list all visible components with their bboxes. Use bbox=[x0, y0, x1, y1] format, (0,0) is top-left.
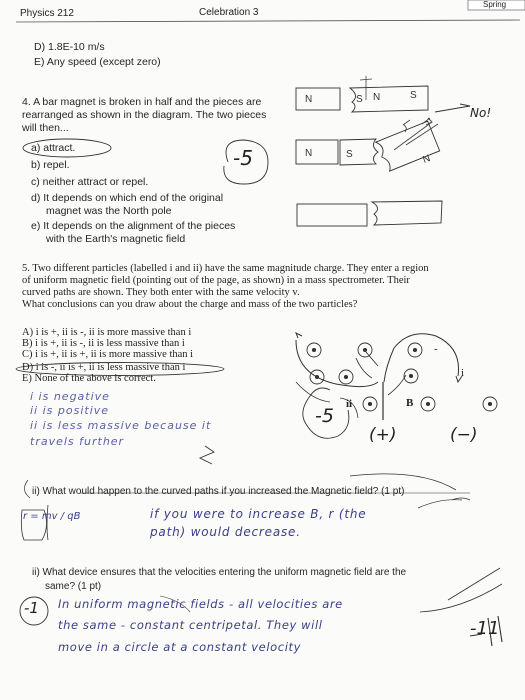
label-dash: - bbox=[434, 343, 438, 355]
magnet-bottom-left bbox=[297, 204, 367, 226]
q4-note: No! bbox=[470, 106, 492, 120]
q5-answer-line1: i is negative bbox=[30, 390, 110, 403]
q4-option-d-line2: magnet was the North pole bbox=[46, 205, 172, 217]
q4-option-b: b) repel. bbox=[31, 159, 70, 171]
label-i: i bbox=[461, 367, 465, 379]
part-iii-question-line1: ii) What device ensures that the velocities entering the uniform magnetic field are the bbox=[32, 567, 407, 578]
part-iii-tally: -11 bbox=[470, 618, 500, 639]
label-B: B bbox=[406, 397, 414, 409]
part-iii-answer-line2: the same - constant centripetal. They will bbox=[58, 618, 323, 632]
path-ii-arc bbox=[384, 334, 459, 382]
magnet-diagram bbox=[296, 76, 442, 226]
exam-title: Celebration 3 bbox=[199, 7, 259, 18]
q5-stem-line3: curved paths are shown. They both enter with the same velocity v. bbox=[22, 287, 300, 298]
q4-stem-line3: will then... bbox=[22, 122, 69, 134]
q5-choice-d: D) i is -, ii is +, ii is less massive than i bbox=[22, 362, 186, 373]
magnet-label-7: N bbox=[421, 153, 432, 166]
q5-stem-line4: What conclusions can you draw about the charge and mass of the two particles? bbox=[22, 299, 358, 310]
part-ii-formula: r = mv / qB bbox=[23, 511, 81, 522]
q5-score: -5 bbox=[315, 405, 334, 427]
label-minus: (−) bbox=[450, 425, 478, 445]
part-iii-answer-line1: In uniform magnetic fields - all velocities are bbox=[58, 597, 343, 611]
q4-stem-line2: rearranged as shown in the diagram. The two pieces bbox=[22, 109, 267, 121]
part-iii-question-line2: same? (1 pt) bbox=[45, 581, 102, 592]
corner-label: Spring bbox=[483, 0, 507, 9]
part-ii-question: ii) What would happen to the curved paths if you increased the Magnetic field? (1 pt) bbox=[32, 486, 405, 497]
q5-choice-b: B) i is +, ii is -, ii is less massive than i bbox=[22, 338, 185, 349]
magnet-label-5: N bbox=[305, 148, 313, 159]
q5-answer-line4: travels further bbox=[30, 435, 125, 448]
label-ii: ii bbox=[346, 398, 353, 410]
q4-option-a: a) attract. bbox=[31, 142, 76, 154]
q5-choice-a: A) i is +, ii is -, ii is more massive than i bbox=[22, 327, 192, 338]
part-iii-score: -1 bbox=[24, 599, 39, 617]
q5-answer-line3: ii is less massive because it bbox=[30, 419, 212, 432]
q3-option-d: D) 1.8E-10 m/s bbox=[34, 41, 105, 53]
q5-choice-c: C) i is +, ii is +, ii is more massive than i bbox=[22, 349, 194, 360]
q4-option-d-line1: d) It depends on which end of the original bbox=[31, 192, 224, 204]
header-rule bbox=[16, 20, 520, 22]
magnet-top-left bbox=[296, 88, 340, 110]
magnet-mid-left bbox=[296, 140, 338, 164]
magnet-label-6: S bbox=[346, 149, 353, 160]
q4-stem-line1: 4. A bar magnet is broken in half and the pieces are bbox=[22, 96, 262, 108]
path-i-arc bbox=[296, 340, 378, 387]
label-plus: (+) bbox=[369, 425, 397, 445]
magnet-label-2: S bbox=[356, 94, 363, 105]
q5-stem-line2: of uniform magnetic field (pointing out of the page, as shown) in a mass spectrometer. Their bbox=[22, 275, 410, 286]
q5-answer-line2: ii is positive bbox=[30, 404, 110, 417]
q3-option-e: E) Any speed (except zero) bbox=[34, 56, 161, 68]
q4-option-e-line1: e) It depends on the alignment of the pieces bbox=[31, 220, 236, 232]
part-ii-answer-line1: if you were to increase B, r (the bbox=[150, 507, 367, 521]
q4-option-c: c) neither attract or repel. bbox=[31, 176, 149, 188]
course-title: Physics 212 bbox=[20, 8, 74, 19]
magnet-bottom-right bbox=[372, 201, 442, 225]
q5-stem-line1: 5. Two different particles (labelled i and ii) have the same magnitude charge. They enter a region bbox=[22, 263, 429, 274]
part-ii-answer-line2: path) would decrease. bbox=[150, 525, 301, 539]
magnet-label-3: N bbox=[373, 92, 381, 103]
q5-choice-e: E) None of the above is correct. bbox=[22, 373, 156, 384]
field-dots bbox=[307, 343, 497, 411]
magnet-label-1: N bbox=[305, 94, 313, 105]
part-iii-answer-line3: move in a circle at a constant velocity bbox=[58, 640, 302, 654]
q4-option-e-line2: with the Earth's magnetic field bbox=[46, 233, 186, 245]
magnet-label-4: S bbox=[410, 90, 417, 101]
q4-score: -5 bbox=[233, 146, 253, 170]
